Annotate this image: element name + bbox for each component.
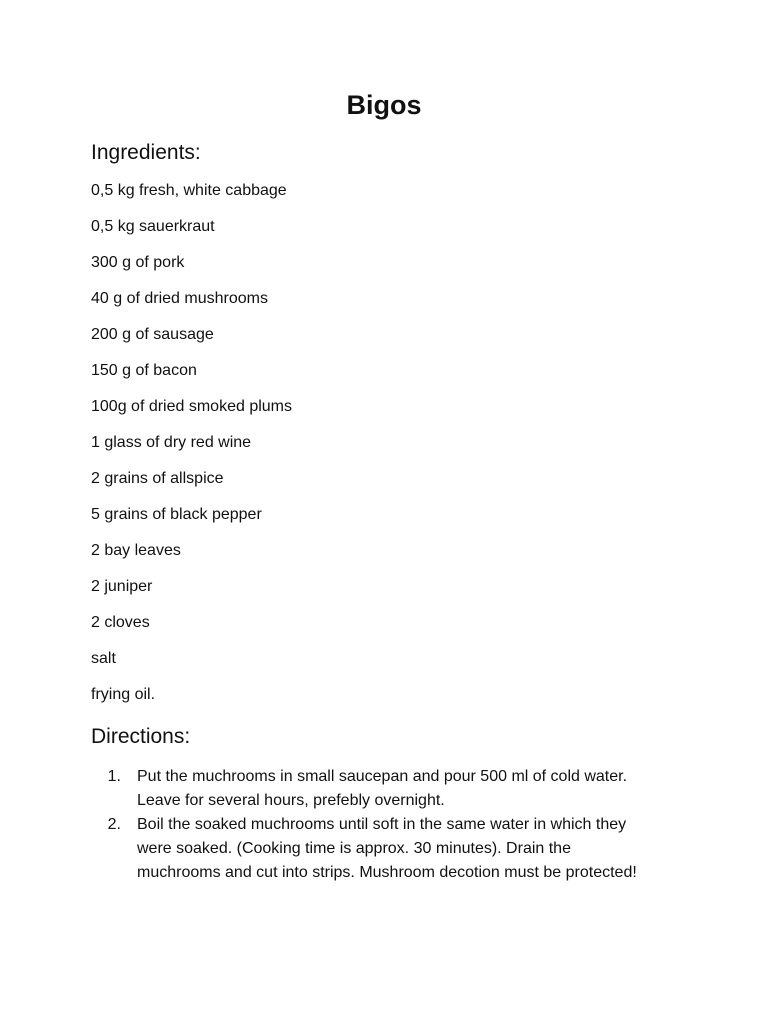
directions-heading: Directions: [91,725,191,748]
ingredient-item: 300 g of pork [91,254,185,271]
direction-step [91,813,691,885]
ingredient-item: 100g of dried smoked plums [91,398,292,415]
ingredient-item: 2 bay leaves [91,542,181,559]
step-number: 1. [107,768,121,785]
ingredient-item: 2 cloves [91,614,150,631]
page-title: Bigos [346,90,422,120]
ingredients-list [91,181,292,721]
ingredient-item: frying oil. [91,686,156,703]
ingredient-item: 5 grains of black pepper [91,506,262,523]
ingredient-item: 0,5 kg fresh, white cabbage [91,182,287,199]
ingredient-item: 40 g of dried mushrooms [91,290,268,307]
ingredient-item: salt [91,650,116,667]
ingredient-item: 2 grains of allspice [91,470,224,487]
ingredient-item: 150 g of bacon [91,362,197,379]
directions-list [91,765,691,885]
step-text: Put the muchrooms in small saucepan and pour 500 ml of cold water. Leave for several hours, prefebly overnight. [137,768,628,809]
ingredient-item: 1 glass of dry red wine [91,434,252,451]
direction-step [91,765,691,813]
ingredient-item: 2 juniper [91,578,153,595]
ingredients-heading: Ingredients: [91,141,201,164]
ingredient-item: 200 g of sausage [91,326,214,343]
step-number: 2. [107,816,121,833]
step-text: Boil the soaked muchrooms until soft in the same water in which they were soaked. (Cooking time is approx. 30 minutes). Drain the muchrooms and cut into strips. Mushroom decotion must be protected! [137,816,637,881]
ingredient-item: 0,5 kg sauerkraut [91,218,215,235]
